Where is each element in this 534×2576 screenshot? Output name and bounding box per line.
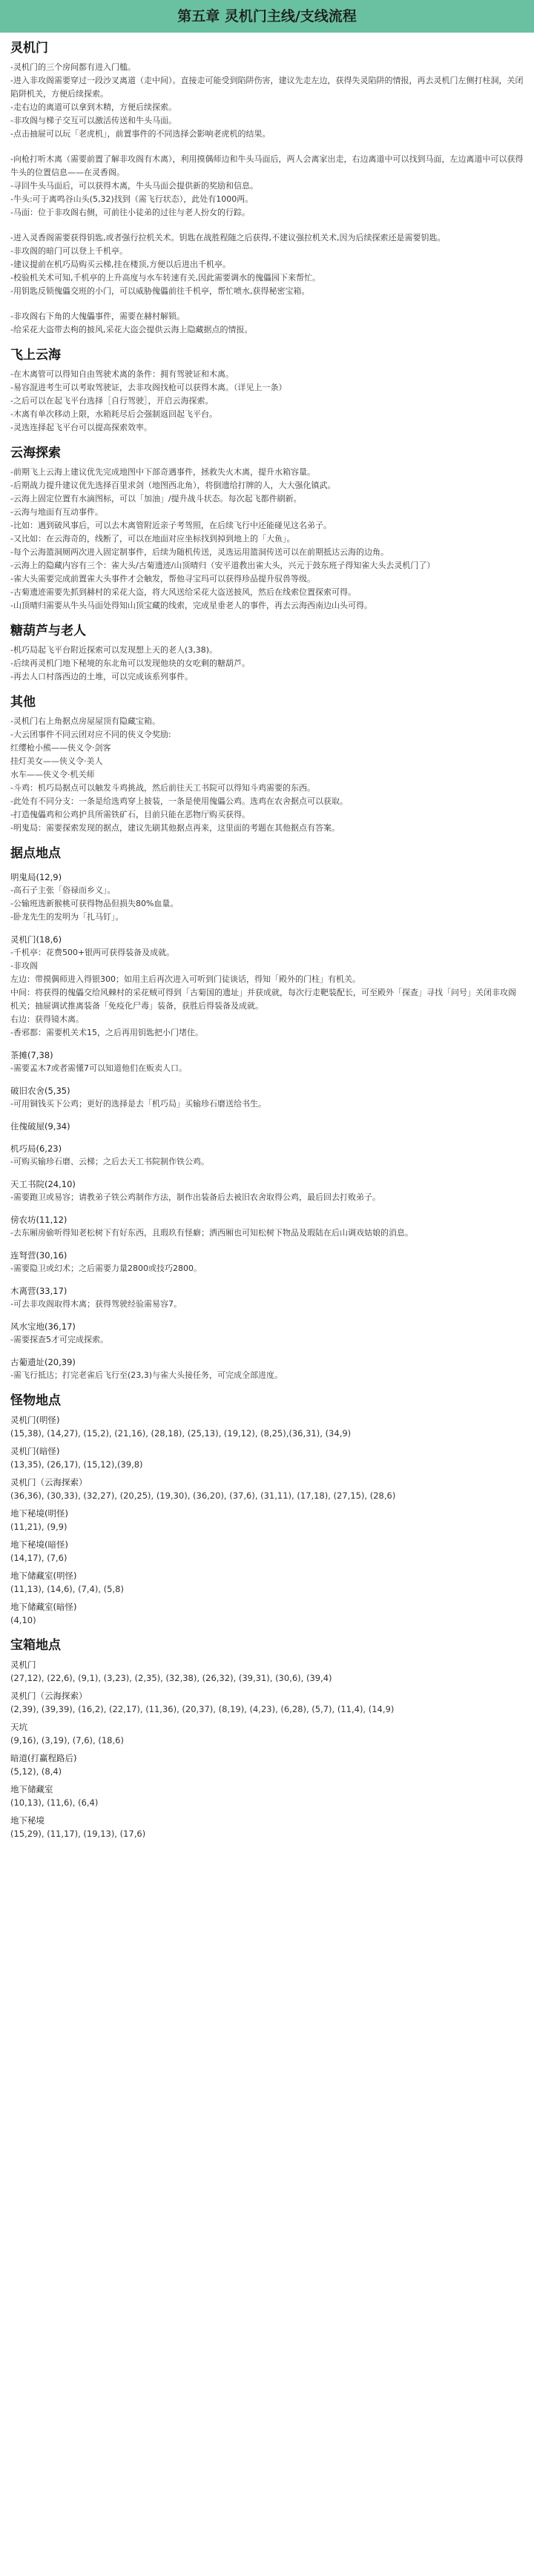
section-title: 云海探索	[10, 446, 61, 460]
location-name: 茶摊(7,38)	[10, 1050, 53, 1060]
blank-line	[10, 219, 524, 231]
location-line: 左边：带摸偶师进入得银300；如用主后再次进入可听到门徒谈话，得知「殿外的门柱」有机关。	[10, 974, 360, 984]
location-line: -需要孟木7或者需懂7可以知道他们在贩卖人口。	[10, 1063, 187, 1073]
treasures-group-name: 灵机门	[10, 1659, 36, 1670]
section-line: -进入非攻阁需要穿过一段沙叉离道（走中间）。直接走可能受到陷阱伤害，建议先走左边，获得失灵陷阱的情报，再去灵机门左侧打柱洞，关闭陷阱机关，方便后续探索。	[10, 76, 524, 99]
section-line: -斗鸡：机巧局据点可以触发斗鸡挑战，然后前往天工书院可以得知斗鸡需要的东西。	[10, 783, 315, 793]
section-line: -灵机门右上角据点房屋屋顶有隐藏宝箱。	[10, 716, 160, 726]
monsters-group-coords: (13,35), (26,17), (15,12),(39,8)	[10, 1459, 143, 1470]
section-line: -每个云海篮洞厕两次进入固定制事件，后续为随机传送，灵选运用篮洞传送可以在前期抵达云海的边角。	[10, 547, 389, 557]
treasures-group-coords: (27,12), (22,6), (9,1), (3,23), (2,35), (32,38), (26,32), (39,31), (30,6), (39,4)	[10, 1673, 332, 1683]
section-block	[10, 623, 524, 684]
location-line: -香邪都：需要机关术15，之后再用钥匙把小门堵住。	[10, 1028, 203, 1037]
section-line: -建议提前在机巧局购买云梯,挂在楼顶,方便以后进出千机亭。	[10, 260, 231, 269]
location-name: 破旧农舍(5,35)	[10, 1086, 70, 1096]
content	[0, 33, 534, 1840]
section-line: -前期飞上云海上建议优先完成地图中下部奇遇事件，拯救失火木离，提升水箱容量。	[10, 467, 315, 477]
location-line: -非攻阁	[10, 961, 38, 971]
location-line: -卧龙先生的发明为「扎马钉」。	[10, 912, 124, 922]
location-line: 中间：将获得的傀儡交给风棘村的采花贼可得到「古菊国的遗址」并获成就，每次行走靶装配长，可至殿外「探查」寻找「问号」关闭非攻阁机关；抽屉调试推离装备「免疫化尸毒」装备，获胜后得装备及成就。	[10, 988, 516, 1011]
treasures-group-coords: (2,39), (39,39), (16,2), (22,17), (11,36), (20,37), (8,19), (4,23), (6,28), (5,7), (11,4), (14,9)	[10, 1704, 395, 1714]
section-line: -云海上的隐藏内容有三个：雀大头/古菊遗迹/山顶晴归（安平道教出雀大头，兴元于鼓东班子得知雀大头去灵机门了）	[10, 561, 435, 570]
monsters-group-name: 灵机门（云海探索）	[10, 1477, 88, 1487]
location-name: 机巧局(6,23)	[10, 1143, 62, 1154]
section-line: -打造傀儡鸡和公鸡护具所需铁矿石，目前只能在恶物厅购买获得。	[10, 810, 250, 819]
section-line: 水车——侠义令·机关师	[10, 770, 95, 779]
section-line: -马面：位于非攻阁右侧，可前往小徒弟的过往与老人扮女的行踪。	[10, 208, 250, 217]
section-title: 糖葫芦与老人	[10, 624, 86, 638]
location-line: -需要隐卫或幻术；之后需要力量2800或技巧2800。	[10, 1264, 202, 1273]
treasures-title: 宝箱地点	[10, 1638, 61, 1653]
section-line: -再去人口村落西边的土堆，可以完成该系列事件。	[10, 672, 193, 681]
section-line: -大云团事件不同云团对应不同的侠义令奖励:	[10, 730, 171, 739]
monsters-group-coords: (36,36), (30,33), (32,27), (20,25), (19,30), (36,20), (37,6), (31,11), (17,18), (27,15), (28,6)	[10, 1490, 396, 1501]
location-name: 明鬼局(12,9)	[10, 872, 62, 882]
section-line: -明鬼局：需要探索发现的据点，建议先刷其他据点再来，这里面的考题在其他据点有答案。	[10, 823, 340, 833]
location-name: 木离营(33,17)	[10, 1286, 67, 1296]
treasures-group-name: 地下储藏室	[10, 1784, 53, 1794]
section-line: -校验机关术可知,千机亭的上升高度与水车转速有关,因此需要调水的傀儡园下来帮忙。	[10, 273, 320, 283]
section-line: -此处有不同分支：一条是给选鸡穿上披装，一条是使用傀儡公鸡。选鸡在农舍据点可以获取。	[10, 796, 348, 806]
section-line: -给采花大盗带去枸的披风,采花大盗会提供云海上隐藏据点的情报。	[10, 325, 253, 334]
section-line: -灵机门的三个房间都有进入门槛。	[10, 62, 136, 72]
location-line: -可用铜钱买下公鸡；更好的选择是去「机巧局」买输珍石磨送给书生。	[10, 1099, 266, 1109]
section-block	[10, 40, 524, 337]
section-line: -比如：遇到破风事后，可以去木离管附近亲子考驾照，在后续飞行中还能碰见这名弟子。	[10, 521, 332, 530]
section-line: -寻回牛头马面后，可以获得木离，牛头马面会提供新的奖励和信息。	[10, 181, 258, 191]
location-line: -可购买输珍石磨、云梯；之后去天工书院制作铁公鸡。	[10, 1157, 209, 1166]
treasures-group-name: 天坑	[10, 1722, 27, 1732]
monsters-group-name: 灵机门(明怪)	[10, 1415, 60, 1425]
monsters-group-name: 地下储藏室(暗怪)	[10, 1602, 77, 1612]
monsters-group-coords: (11,13), (14,6), (7,4), (5,8)	[10, 1584, 124, 1594]
section-line: -在木离管可以得知自由驾驶术离的条件：拥有驾驶证和木离。	[10, 369, 234, 379]
section-line: -之后可以在起飞平台选择［自行驾驶］，开启云海探索。	[10, 396, 214, 406]
location-line: -高石子主张「俗禄而乡义」。	[10, 885, 116, 895]
section-line: -云海上固定位置有水滴图标，可以「加油」/提升战斗状态。每次起飞都件刷新。	[10, 494, 302, 503]
section-line: 挂灯美女——侠义令·美人	[10, 756, 103, 766]
monsters-block	[10, 1393, 524, 1627]
monsters-group-name: 灵机门(暗怪)	[10, 1446, 60, 1456]
monsters-title: 怪物地点	[10, 1393, 61, 1408]
section-block	[10, 347, 524, 435]
section-line: -又比如：在云海奇的，线断了，可以在地面对应坐标找到掉到地上的「大鱼」。	[10, 534, 295, 544]
section-line: -进入灵香阁需要获得钥匙,或者强行拉机关术。钥匙在战胜程随之后获得,不建议强拉机关术,因为后续探索还是需要钥匙。	[10, 233, 446, 242]
monsters-group-coords: (4,10)	[10, 1615, 36, 1625]
location-line: -需要跑卫或易容；请教弟子铁公鸡制作方法，制作出装备后去被旧农舍取得公鸡，最后回去打败弟子。	[10, 1192, 380, 1202]
location-line: 右边：获得镜木离。	[10, 1014, 84, 1024]
section-line: 红缨枪小熊——侠义令·剑客	[10, 743, 111, 753]
blank-line	[10, 298, 524, 310]
section-line: -非攻阁与梯子交互可以激活传送和牛头马面。	[10, 116, 177, 125]
location-name: 灵机门(18,6)	[10, 934, 62, 945]
location-line: -公输班选新猴桃可获得物品但损失80%血量。	[10, 899, 179, 908]
treasures-group-name: 地下秘境	[10, 1815, 44, 1826]
location-name: 天工书院(24,10)	[10, 1179, 76, 1189]
monsters-group-coords: (14,17), (7,6)	[10, 1553, 67, 1563]
treasures-group-coords: (10,13), (11,6), (6,4)	[10, 1797, 99, 1808]
section-line: -古菊遗迹需要先抓到赫村的采花大盗，将大风送给采花大盗送披风，然后在线索位置探索可得。	[10, 587, 356, 597]
section-line: -用钥匙反锁傀儡交班的小门，可以威胁傀儡前往千机亭，帮忙喷水,获得秘密宝箱。	[10, 286, 310, 296]
monsters-group-coords: (11,21), (9,9)	[10, 1522, 67, 1532]
location-line: -去东厢房偷听得知老松树下有好东西，且瑕玖有怪癖；洒西厢也可知松树下物品及瑕陆在后山调戏姑娘的消息。	[10, 1228, 413, 1238]
section-line: -非攻阁右下角的大傀儡事件，需要在赫村解锁。	[10, 311, 185, 321]
location-name: 古葡遗址(20,39)	[10, 1357, 76, 1367]
locations-title: 据点地点	[10, 846, 61, 861]
section-title: 其他	[10, 695, 36, 710]
section-line: -后期战力提升建议优先选择百里求剑（地图西北角），将倒遗给打牌的人，大大强化镇武。	[10, 480, 336, 490]
blank-line	[10, 141, 524, 153]
monsters-group-name: 地下秘境(暗怪)	[10, 1539, 68, 1550]
treasures-group-name: 暗道(打赢程路后)	[10, 1753, 77, 1763]
treasures-group-coords: (15,29), (11,17), (19,13), (17,6)	[10, 1829, 146, 1839]
section-line: -山顶晴归需要从牛头马面处得知山顶宝藏的线索，完成星垂老人的事件，再去云海西南边山头可得。	[10, 601, 372, 610]
section-line: -灵选连择起飞平台可以提高探索效率。	[10, 423, 152, 432]
section-title: 飞上云海	[10, 348, 61, 363]
location-line: -需要探查5才可完成探索。	[10, 1335, 108, 1344]
location-name: 住傀破屋(9,34)	[10, 1121, 70, 1132]
section-block	[10, 445, 524, 612]
section-line: -机巧局起飞平台附近探索可以发现想上天的老人(3,38)。	[10, 645, 218, 655]
section-line: -后续再灵机门地下秘境的东北角可以发现他块的女吃剩的糖葫芦。	[10, 658, 250, 668]
section-title: 灵机门	[10, 41, 48, 56]
monsters-group-coords: (15,38), (14,27), (15,2), (21,16), (28,18), (25,13), (19,12), (8,25),(36,31), (34,9)	[10, 1428, 352, 1439]
section-line: -牛头:可于离鸣谷山头(5,32)找到（需飞行状态），此处有1000两。	[10, 194, 254, 204]
section-line: -非攻阁的暗门可以登上千机亭。	[10, 246, 128, 256]
section-line: -雀大头需要完成前置雀大头事件才会触发，帮他寻宝玛可以获得珍品提升驭兽等级。	[10, 574, 315, 584]
section-line: -点击抽屉可以玩「老虎机」，前置事件的不同选择会影响老虎机的结果。	[10, 129, 271, 139]
section-line: -云海与地面有互动事件。	[10, 507, 103, 517]
section-line: -走右边的离道可以拿到木精，方便后续探索。	[10, 102, 177, 112]
treasures-group-coords: (9,16), (3,19), (7,6), (18,6)	[10, 1735, 124, 1746]
location-name: 连弩营(30,16)	[10, 1250, 67, 1261]
section-line: -木离有单次移动上限，水箱耗尽后会强制返回起飞平台。	[10, 409, 217, 419]
location-name: 傍农坊(11,12)	[10, 1215, 67, 1225]
section-line: -向枪打听木离（需要前置了解非攻阁有木离），利用摸偶师边和牛头马面后，两人会离家出走，右边离道中可以找到马面，左边离道中可以获得牛头的位置信息——在灵香阁。	[10, 154, 524, 177]
treasures-group-coords: (5,12), (8,4)	[10, 1766, 62, 1777]
section-block	[10, 694, 524, 835]
location-name: 风水宝地(36,17)	[10, 1321, 76, 1332]
monsters-group-name: 地下储藏室(明怪)	[10, 1571, 77, 1581]
treasures-block	[10, 1637, 524, 1840]
location-line: -千机亭：花费500+银两可获得装备及成就。	[10, 948, 175, 957]
location-line: -需飞行抵达；打完老雀后飞行至(23,3)与雀大头接任务，可完成全部进度。	[10, 1370, 283, 1380]
chapter-title: 第五章 灵机门主线/支线流程	[0, 0, 534, 33]
locations-block	[10, 845, 524, 1382]
monsters-group-name: 地下秘境(明怪)	[10, 1508, 68, 1519]
section-line: -易容混进考生可以考取驾驶证，去非攻阁找枪可以获得木离。（详见上一条）	[10, 383, 287, 392]
location-line: -可去非攻阁取得木离；获得驾驶经验需易容7。	[10, 1299, 182, 1309]
treasures-group-name: 灵机门（云海探索）	[10, 1691, 88, 1701]
